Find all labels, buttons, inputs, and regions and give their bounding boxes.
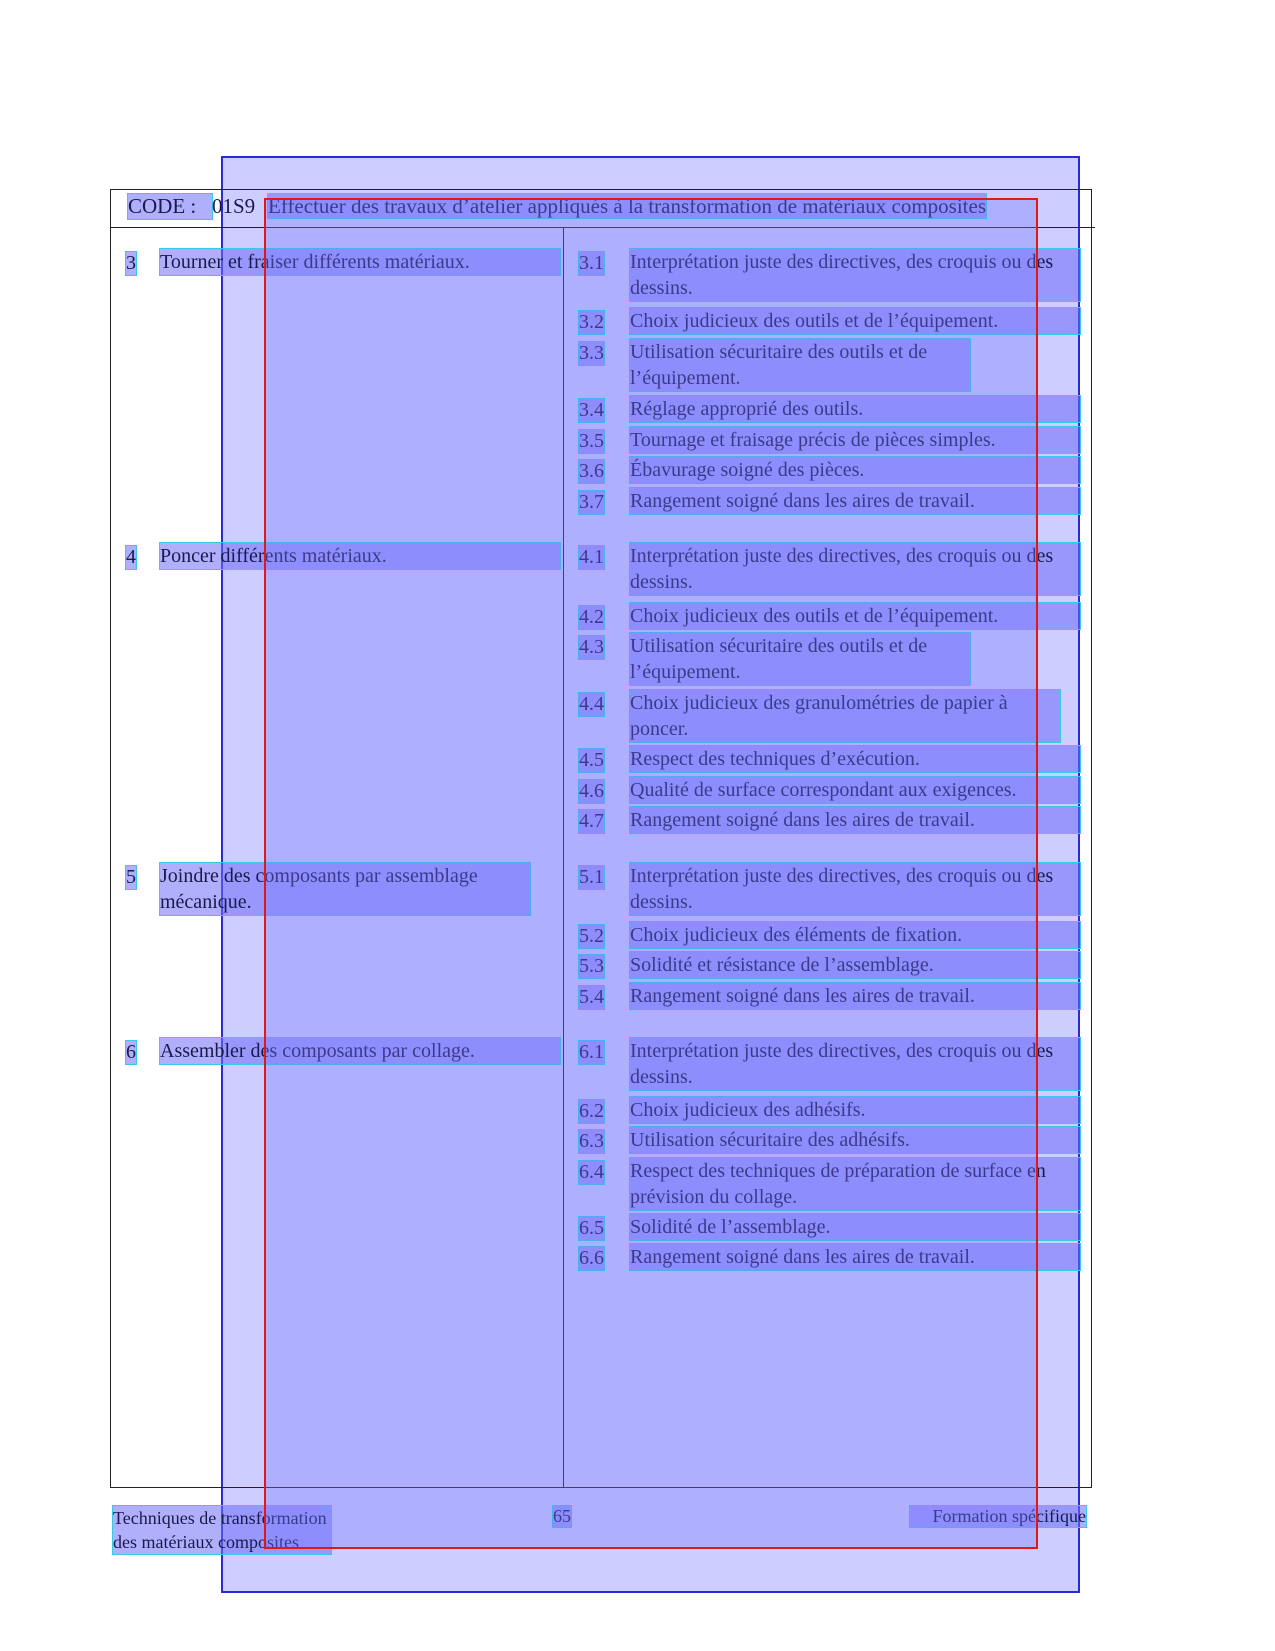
criterion-text: Rangement soigné dans les aires de travail. [630, 807, 1080, 833]
criterion-text: Interprétation juste des directives, des croquis ou des dessins. [630, 249, 1080, 301]
criterion-text: Utilisation sécuritaire des outils et de l’équipement. [630, 339, 970, 391]
header-title: Effectuer des travaux d’atelier appliqués à la transformation de matériaux composites [268, 194, 986, 218]
competency-number: 3 [126, 252, 136, 274]
criterion-number: 3.6 [579, 460, 604, 482]
criterion-text: Choix judicieux des granulométries de papier à poncer. [630, 690, 1060, 742]
criterion-text: Qualité de surface correspondant aux exigences. [630, 777, 1080, 803]
criterion-number: 4.1 [579, 546, 604, 568]
criterion-number: 4.3 [579, 636, 604, 658]
criterion-text: Respect des techniques d’exécution. [630, 746, 1080, 772]
competency-number: 5 [126, 866, 136, 888]
criterion-number: 4.4 [579, 693, 604, 715]
criterion-text: Choix judicieux des outils et de l’équipement. [630, 603, 1080, 629]
criterion-number: 4.2 [579, 606, 604, 628]
criterion-text: Interprétation juste des directives, des croquis ou des dessins. [630, 543, 1080, 595]
competency-title: Poncer différents matériaux. [160, 543, 560, 569]
criterion-text: Choix judicieux des adhésifs. [630, 1097, 1080, 1123]
criterion-text: Rangement soigné dans les aires de travail. [630, 488, 1080, 514]
code-label: CODE : [128, 194, 212, 219]
criterion-number: 3.4 [579, 399, 604, 421]
competency-number: 4 [126, 546, 136, 568]
footer-section: Formation spécifique [910, 1506, 1086, 1527]
layout-region-inner [264, 198, 1038, 1549]
criterion-text: Utilisation sécuritaire des adhésifs. [630, 1127, 1080, 1153]
code-value: 01S9 [212, 194, 256, 218]
footer-program: Techniques de transformation des matériaux composites [113, 1506, 331, 1554]
competency-title: Joindre des composants par assemblage mécanique. [160, 863, 530, 915]
criterion-text: Tournage et fraisage précis de pièces simples. [630, 427, 1080, 453]
criterion-text: Réglage approprié des outils. [630, 396, 1080, 422]
criterion-number: 3.2 [579, 311, 604, 333]
criterion-text: Interprétation juste des directives, des croquis ou des dessins. [630, 863, 1080, 915]
criterion-text: Rangement soigné dans les aires de travail. [630, 1244, 1080, 1270]
criterion-number: 6.1 [579, 1041, 604, 1063]
criterion-text: Choix judicieux des outils et de l’équipement. [630, 308, 1080, 334]
criterion-number: 5.4 [579, 986, 604, 1008]
competency-title: Tourner et fraiser différents matériaux. [160, 249, 560, 275]
criterion-text: Solidité de l’assemblage. [630, 1214, 1080, 1240]
criterion-number: 6.3 [579, 1130, 604, 1152]
criterion-text: Choix judicieux des éléments de fixation. [630, 922, 1080, 948]
competency-title: Assembler des composants par collage. [160, 1038, 560, 1064]
criterion-number: 6.6 [579, 1247, 604, 1269]
criterion-number: 3.7 [579, 491, 604, 513]
criterion-number: 4.7 [579, 810, 604, 832]
criterion-number: 3.3 [579, 342, 604, 364]
criterion-text: Solidité et résistance de l’assemblage. [630, 952, 1080, 978]
criterion-text: Ébavurage soigné des pièces. [630, 457, 1080, 483]
criterion-number: 4.5 [579, 749, 604, 771]
criterion-text: Rangement soigné dans les aires de travail. [630, 983, 1080, 1009]
criterion-number: 6.4 [579, 1161, 604, 1183]
page-number: 65 [553, 1506, 571, 1526]
criterion-number: 6.2 [579, 1100, 604, 1122]
criterion-text: Interprétation juste des directives, des croquis ou des dessins. [630, 1038, 1080, 1090]
criterion-text: Utilisation sécuritaire des outils et de l’équipement. [630, 633, 970, 685]
criterion-number: 4.6 [579, 780, 604, 802]
criterion-number: 5.3 [579, 955, 604, 977]
criterion-number: 6.5 [579, 1217, 604, 1239]
criterion-number: 3.1 [579, 252, 604, 274]
criterion-number: 5.2 [579, 925, 604, 947]
criterion-number: 3.5 [579, 430, 604, 452]
criterion-number: 5.1 [579, 866, 604, 888]
competency-number: 6 [126, 1041, 136, 1063]
criterion-text: Respect des techniques de préparation de surface en prévision du collage. [630, 1158, 1080, 1210]
